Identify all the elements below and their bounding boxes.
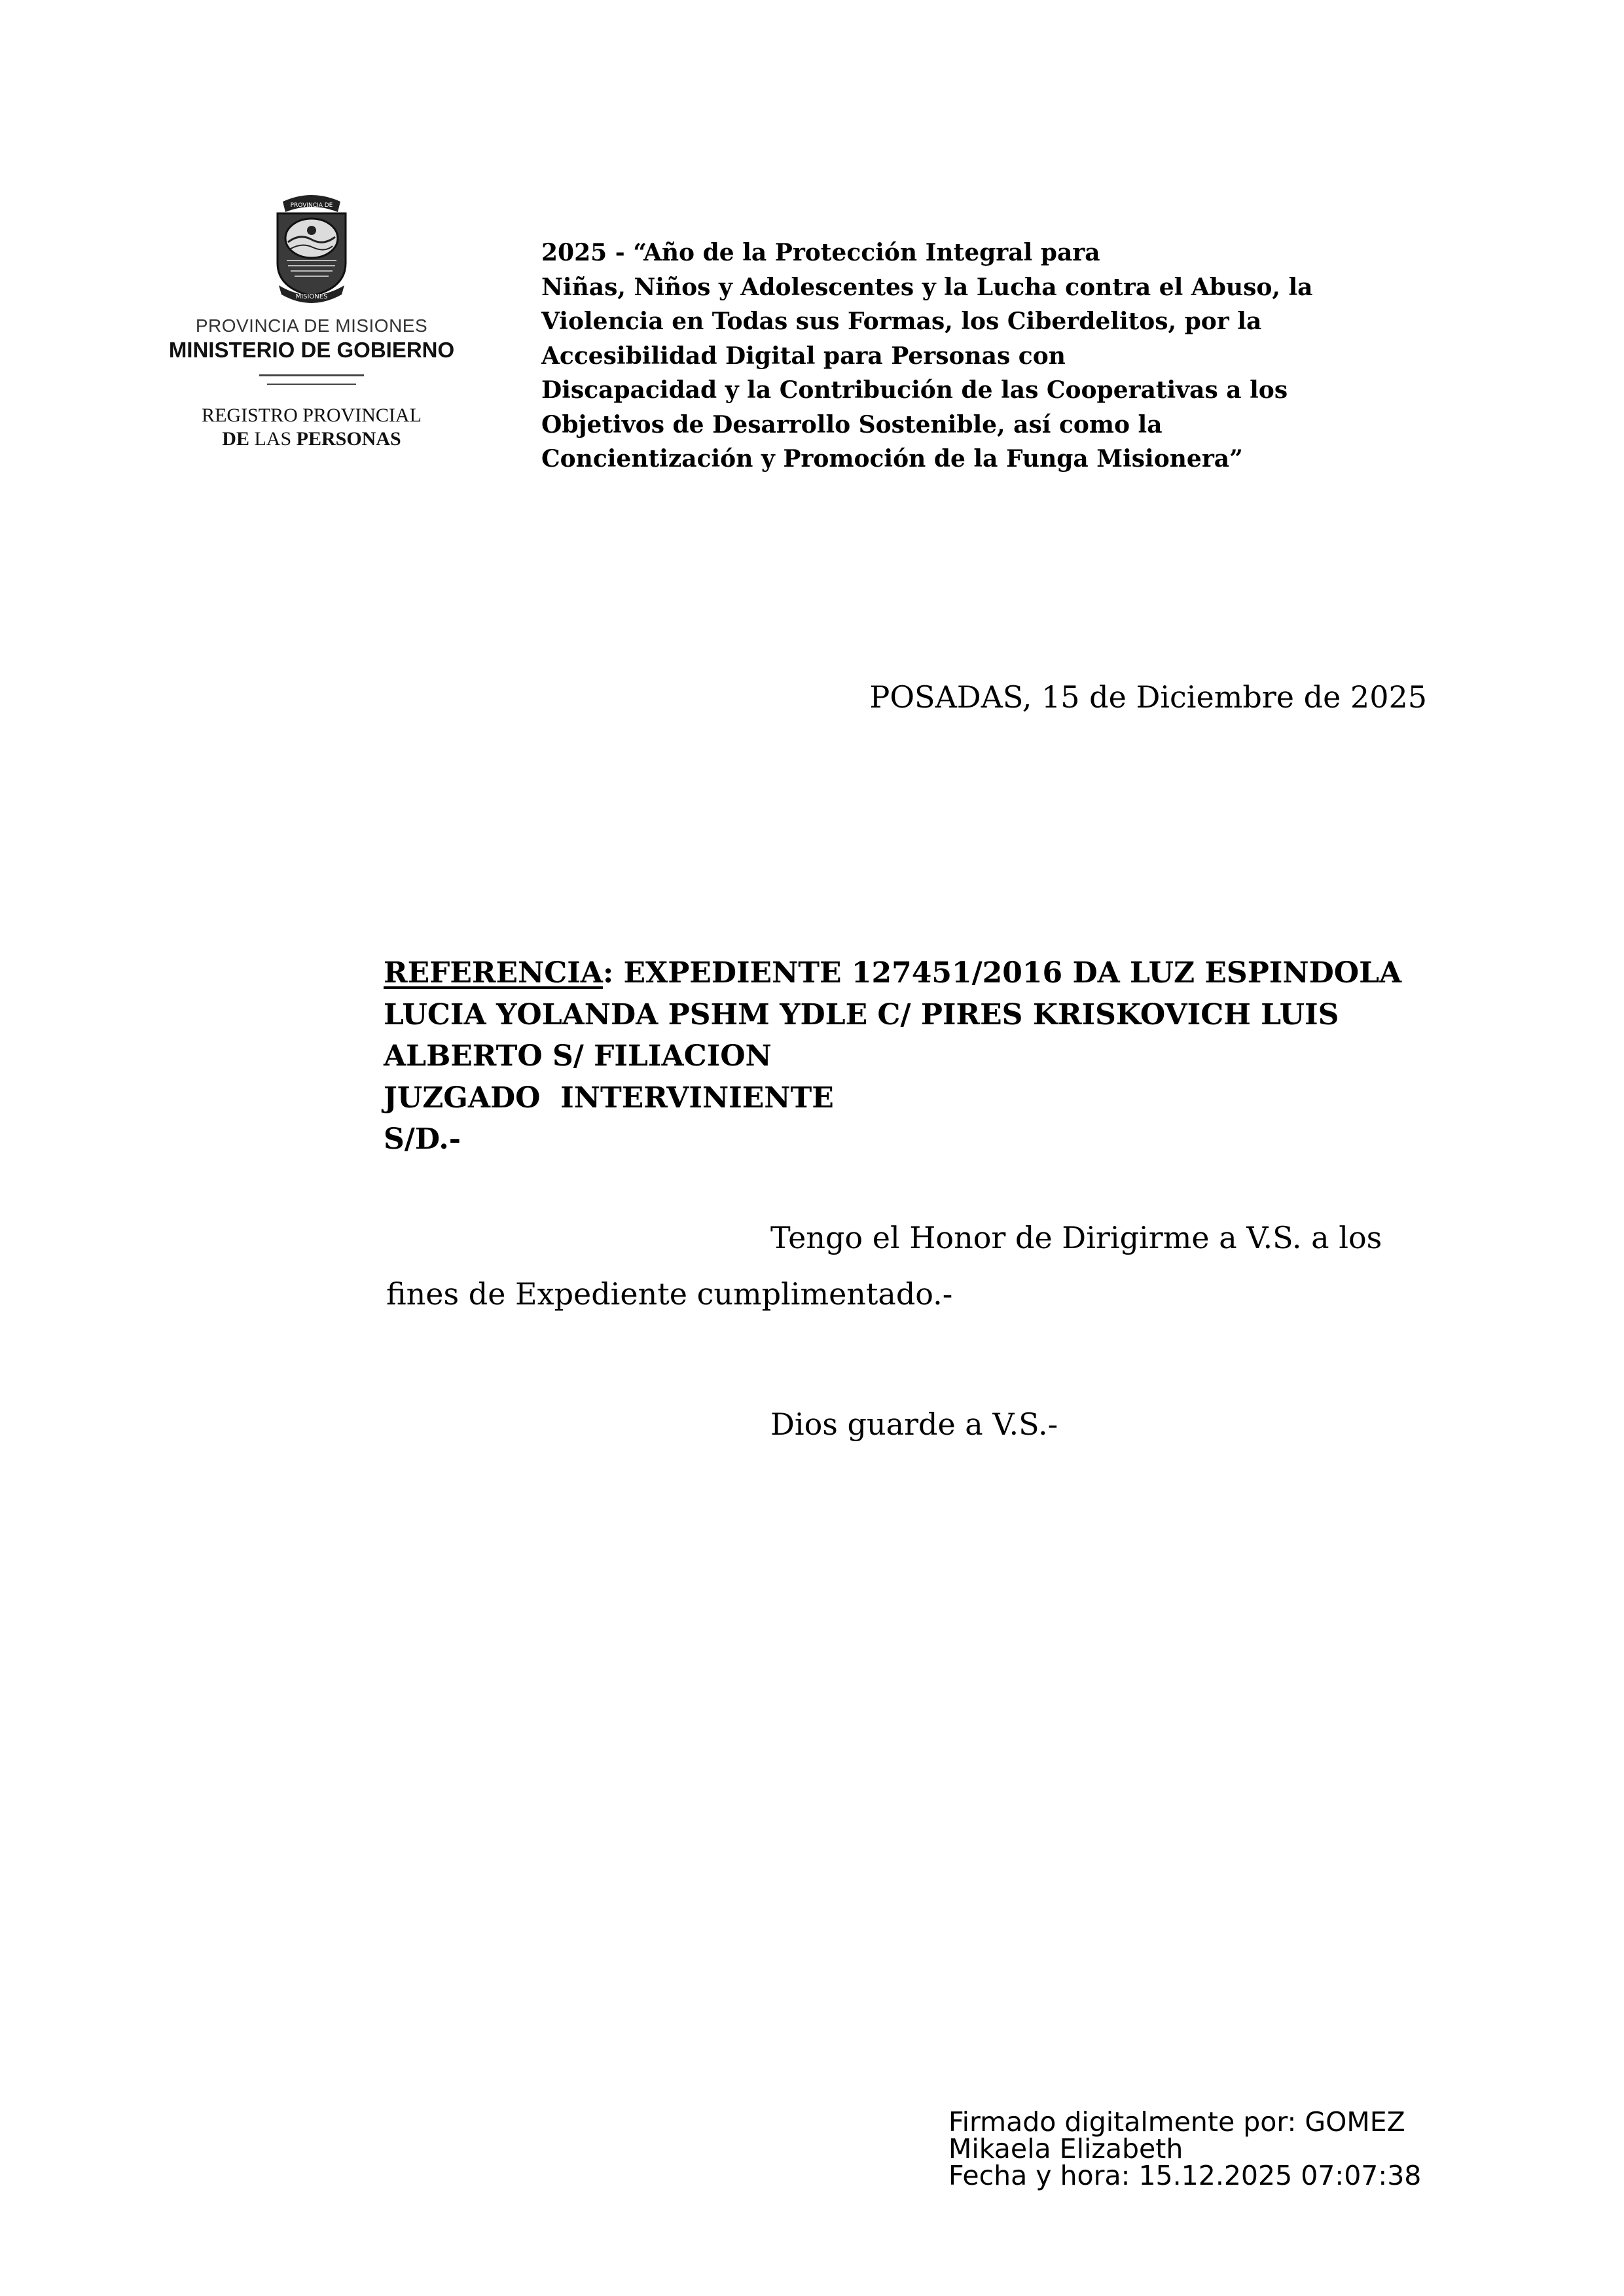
registry-las: LAS <box>249 428 297 450</box>
registry-de: DE <box>222 428 249 450</box>
coat-of-arms-icon <box>254 190 369 305</box>
slogan-line: 2025 - “Año de la Protección Integral para <box>541 239 1100 266</box>
body-paragraph-line-2: fines de Expediente cumplimentado.- <box>386 1276 953 1312</box>
slogan-line: Discapacidad y la Contribución de las Cooperativas a los <box>541 376 1288 404</box>
logo-divider-lower <box>267 384 356 385</box>
reference-label: REFERENCIA <box>384 956 603 990</box>
slogan-line: Accesibilidad Digital para Personas con <box>541 342 1066 370</box>
reference-block <box>384 952 1536 1160</box>
registry-personas: PERSONAS <box>296 428 401 450</box>
seal-top-text: PROVINCIA DE <box>290 202 333 209</box>
logo-divider-upper <box>259 374 364 376</box>
body-paragraph-line-1: Tengo el Honor de Dirigirme a V.S. a los <box>770 1220 1382 1255</box>
registry-title: REGISTRO PROVINCIAL <box>202 404 422 426</box>
digital-signature-stamp <box>948 2106 1422 2191</box>
seal-bottom-text: MISIONES <box>295 293 328 300</box>
reference-line-3: ALBERTO S/ FILIACION <box>384 1039 772 1073</box>
slogan-line: Objetivos de Desarrollo Sostenible, así como la <box>541 410 1163 439</box>
reference-sd: S/D.- <box>384 1122 461 1156</box>
province-name: PROVINCIA DE MISIONES <box>195 315 428 336</box>
letterhead-logo <box>154 190 469 465</box>
reference-case-number: : EXPEDIENTE 127451/2016 DA LUZ ESPINDOLA <box>602 956 1402 990</box>
closing-salutation: Dios guarde a V.S.- <box>770 1407 1058 1442</box>
signature-datetime: Fecha y hora: 15.12.2025 07:07:38 <box>948 2160 1422 2191</box>
reference-court: JUZGADO INTERVINIENTE <box>384 1081 834 1115</box>
slogan-line: Violencia en Todas sus Formas, los Ciberdelitos, por la <box>541 308 1262 335</box>
place-and-date: POSADAS, 15 de Diciembre de 2025 <box>869 679 1427 715</box>
reference-line-2: LUCIA YOLANDA PSHM YDLE C/ PIRES KRISKOVICH LUIS <box>384 997 1339 1031</box>
year-slogan <box>541 236 1392 476</box>
signature-name: Mikaela Elizabeth <box>948 2133 1183 2164</box>
slogan-line: Concientización y Promoción de la Funga Misionera” <box>541 445 1243 473</box>
signature-signed-by: Firmado digitalmente por: GOMEZ <box>948 2106 1405 2138</box>
registry-subtitle <box>154 428 469 450</box>
slogan-line: Niñas, Niños y Adolescentes y la Lucha contra el Abuso, la <box>541 273 1313 301</box>
ministry-name: MINISTERIO DE GOBIERNO <box>168 338 455 362</box>
reference-line-1 <box>384 952 1536 994</box>
